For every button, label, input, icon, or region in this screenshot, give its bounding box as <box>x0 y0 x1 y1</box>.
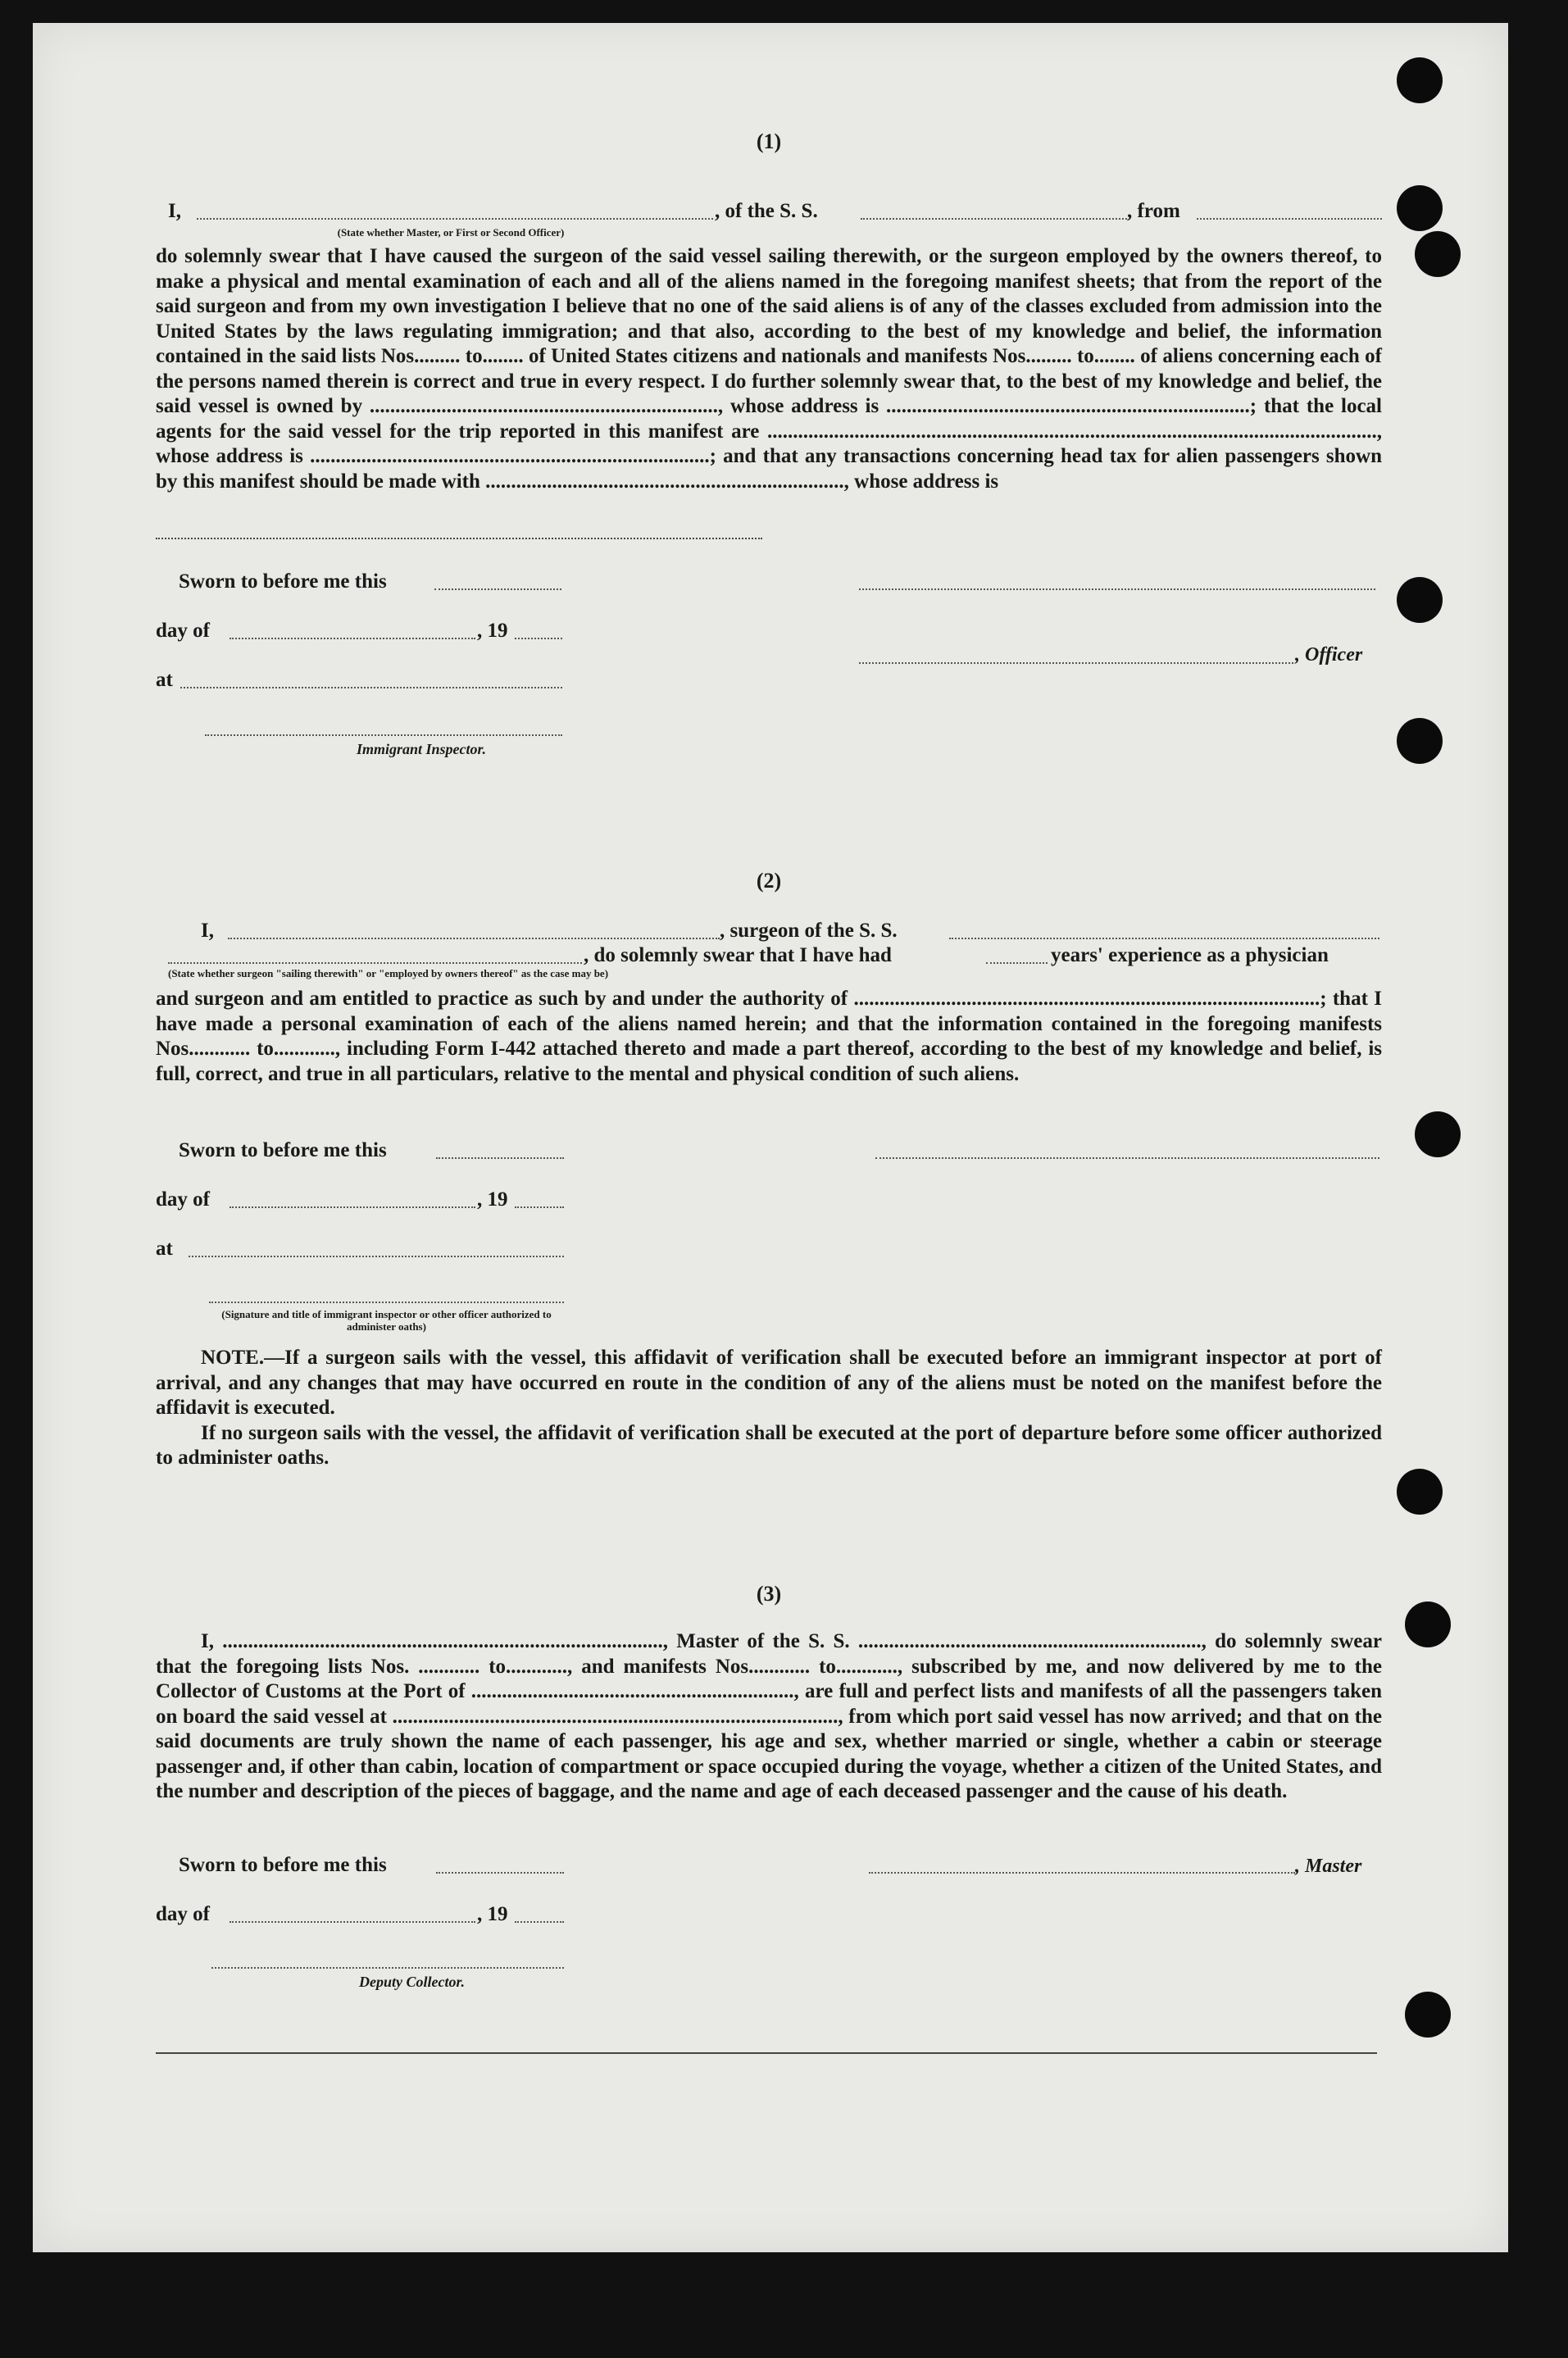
section3-body: I, ......................................................................................, Master of the S. S. ..................................................................., do solemnly swear that the foregoing lists Nos. ............ to............, and manifests Nos............ to............, subscribed by me, and now delivered by me to the Collector of Customs at the Port of ..............................................................., are full and perfect lists and manifests of all the passengers taken on board the said vessel at ......................................................................................., from which port said vessel has now arrived; and that on the said documents are truly shown the name of each passenger, his age and sex, whether married or single, whether a cabin or steerage passenger and, if other than cabin, location of compartment or space occupied during the voyage, whether a citizen of the United States, and the number and description of the pieces of baggage, and the name and age of each deceased passenger and the cause of his death. <box>156 1630 1382 1802</box>
section2-line2-a: , do solemnly swear that I have had <box>584 944 892 966</box>
years-experience-field[interactable] <box>986 962 1048 964</box>
section1-sworn-date-field[interactable] <box>434 588 561 590</box>
section2-line2-b: years' experience as a physician <box>1051 944 1329 966</box>
section3-day-of-label: day of <box>156 1903 210 1925</box>
note-label: NOTE. <box>201 1347 265 1369</box>
section-number: (1) <box>756 129 782 153</box>
section-number: (2) <box>756 869 782 893</box>
section1-day-of-label: day of <box>156 620 210 642</box>
section3-sworn-date-field[interactable] <box>436 1872 564 1874</box>
section-number: (3) <box>756 1582 782 1606</box>
master-label: , Master <box>1295 1856 1362 1877</box>
bleed-through-text <box>623 48 639 113</box>
section1-line1-mid: , of the S. S. <box>715 200 818 222</box>
ship-name-field[interactable] <box>861 218 1127 220</box>
section2-note <box>156 1346 1382 1471</box>
officer-top-line[interactable] <box>859 588 1375 590</box>
section-1 <box>156 129 1382 154</box>
section1-body: do solemnly swear that I have caused the surgeon of the said vessel sailing therewith, or the surgeon employed by the owners thereof, to make a physical and mental examination of each and all of the aliens named in the foregoing manifest sheets; that from the report of the said surgeon and from my own investigation I believe that no one of the said aliens is of any of the classes excluded from admission into the United States by the laws regulating immigration; and that also, according to the best of my knowledge and belief, the information contained in the said lists Nos......... to........ of United States citizens and nationals and manifests Nos......... to........ of aliens concerning each of the persons named therein is correct and true in every respect. I do further solemnly swear that, to the best of my knowledge and belief, the said vessel is owned by ...................................................................., whose address is .......................................................................; that the local agents for the said vessel for the trip reported in this manifest are ......................................................................................................................., whose address is ..............................................................................; and that any transactions concerning head tax for alien passengers shown by this manifest should be made with ......................................................................, whose address is <box>156 245 1382 493</box>
section2-day-of-label: day of <box>156 1188 210 1211</box>
section3-sworn-label: Sworn to before me this <box>179 1854 387 1876</box>
officer-signature-line[interactable] <box>859 662 1293 664</box>
section1-at-field[interactable] <box>180 687 562 688</box>
binder-hole <box>1397 577 1443 623</box>
section2-signature-caption: (Signature and title of immigrant inspector or other officer authorized to administer oaths) <box>221 1308 552 1333</box>
section3-year-field[interactable] <box>515 1921 564 1923</box>
binder-hole <box>1397 718 1443 764</box>
section-3 <box>156 1582 1382 1606</box>
binder-hole <box>1397 57 1443 103</box>
section1-year-field[interactable] <box>515 638 562 639</box>
section2-at-label: at <box>156 1238 173 1260</box>
bottom-rule <box>156 2052 1377 2054</box>
section1-divider <box>156 538 762 539</box>
section2-sworn-date-field[interactable] <box>436 1157 564 1159</box>
surgeon-name-field[interactable] <box>228 938 720 939</box>
section2-line1-prefix: I, <box>201 920 214 942</box>
document-page <box>33 23 1508 2252</box>
section1-at-label: at <box>156 669 173 691</box>
section-2 <box>156 869 1382 893</box>
section1-line1-from: , from <box>1127 200 1180 222</box>
section2-at-field[interactable] <box>189 1256 564 1257</box>
officer-label: , Officer <box>1295 644 1363 666</box>
section2-ship-field[interactable] <box>949 938 1379 939</box>
from-port-field[interactable] <box>1197 218 1382 220</box>
master-caption: (State whether Master, or First or Second Officer) <box>337 226 565 239</box>
master-name-field[interactable] <box>197 218 713 220</box>
note-text-2: If no surgeon sails with the vessel, the affidavit of verification shall be executed at the port of departure before some officer authorized to administer oaths. <box>156 1421 1382 1469</box>
binder-hole <box>1397 185 1443 231</box>
section2-sworn-label: Sworn to before me this <box>179 1139 387 1161</box>
binder-hole <box>1415 231 1461 277</box>
inspector-caption: Immigrant Inspector. <box>357 741 487 757</box>
section2-body: and surgeon and am entitled to practice as such by and under the authority of ...........................................................................................; that I have made a personal examination of each of the aliens named herein; and that the information contained in the foregoing manifests Nos............ to............, including Form I-442 attached thereto and made a part thereof, according to the best of my knowledge and belief, is full, correct, and true in all particulars, relative to the mental and physical condition of such aliens. <box>156 988 1382 1085</box>
deputy-signature-line[interactable] <box>211 1967 564 1969</box>
section2-line1-mid: , surgeon of the S. S. <box>720 920 898 942</box>
section2-year-field[interactable] <box>515 1206 564 1208</box>
section1-year-label: , 19 <box>477 620 508 642</box>
section1-sworn-label: Sworn to before me this <box>179 570 387 593</box>
note-text-1: —If a surgeon sails with the vessel, this affidavit of verification shall be executed before an immigrant inspector at port of arrival, and any changes that may have occurred en route in the condition of any of the aliens must be noted on the manifest before the affidavit is executed. <box>156 1347 1382 1419</box>
binder-hole <box>1405 1992 1451 2038</box>
binder-hole <box>1397 1469 1443 1515</box>
binder-hole <box>1415 1111 1461 1157</box>
surgeon-caption: (State whether surgeon "sailing therewith" or "employed by owners thereof" as the case may be) <box>168 967 609 979</box>
section1-month-field[interactable] <box>230 638 475 639</box>
surgeon-type-field[interactable] <box>168 962 582 964</box>
section2-month-field[interactable] <box>230 1206 475 1208</box>
inspector-signature-line[interactable] <box>205 734 562 736</box>
section2-signature-line[interactable] <box>209 1302 564 1303</box>
master-signature-line[interactable] <box>869 1872 1295 1874</box>
section3-year-label: , 19 <box>477 1903 508 1925</box>
surgeon-signature-line[interactable] <box>875 1157 1379 1159</box>
section1-line1-prefix: I, <box>168 200 181 222</box>
section2-year-label: , 19 <box>477 1188 508 1211</box>
section3-month-field[interactable] <box>230 1921 475 1923</box>
binder-hole <box>1405 1602 1451 1647</box>
deputy-caption: Deputy Collector. <box>359 1974 465 1990</box>
